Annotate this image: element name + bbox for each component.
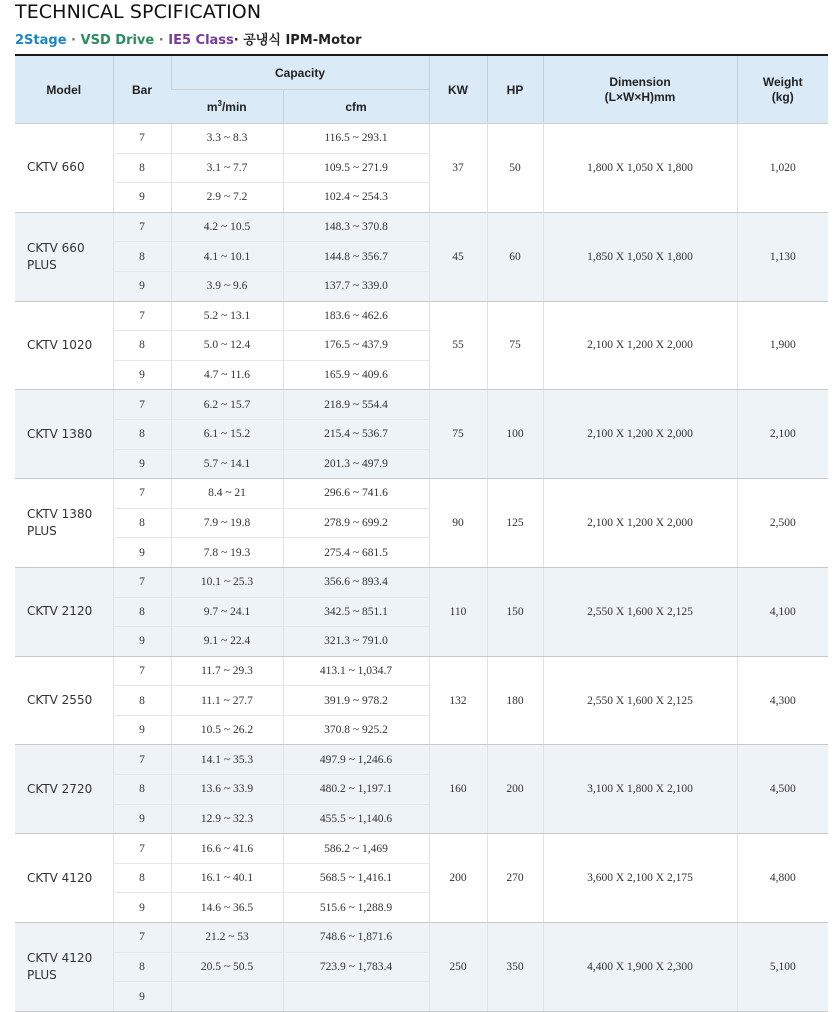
subtitle-motor: · 공냉식 IPM-Motor: [233, 33, 362, 48]
cell-cfm: 183.6 ~ 462.6: [283, 301, 429, 331]
cell-model: CKTV 2120: [15, 567, 113, 656]
cell-m3: 7.9 ~ 19.8: [171, 508, 283, 538]
cell-cfm: 278.9 ~ 699.2: [283, 508, 429, 538]
header-dimension-label: Dimension: [609, 74, 671, 89]
cell-bar: 7: [113, 124, 171, 154]
cell-m3: 3.9 ~ 9.6: [171, 271, 283, 301]
cell-kw: 55: [429, 301, 487, 390]
cell-hp: 200: [487, 745, 543, 834]
cell-m3: 5.0 ~ 12.4: [171, 331, 283, 361]
cell-bar: 8: [113, 686, 171, 716]
cell-bar: 9: [113, 893, 171, 923]
subtitle-separator: ·: [154, 33, 169, 48]
cell-model: CKTV 4120: [15, 834, 113, 923]
table-row: [15, 745, 828, 775]
table-row: [15, 656, 828, 686]
cell-bar: 7: [113, 479, 171, 509]
cell-bar: 8: [113, 597, 171, 627]
model-group: [15, 656, 828, 745]
cell-hp: 150: [487, 567, 543, 656]
cell-model: CKTV 660 PLUS: [15, 212, 113, 301]
cell-cfm: 321.3 ~ 791.0: [283, 627, 429, 657]
cell-bar: 9: [113, 715, 171, 745]
model-group: [15, 479, 828, 568]
cell-m3: [171, 982, 283, 1012]
cell-cfm: 116.5 ~ 293.1: [283, 124, 429, 154]
header-hp: HP: [487, 55, 543, 124]
header-m3-unit: m: [206, 99, 218, 114]
cell-dimension: 2,550 X 1,600 X 2,125: [543, 567, 737, 656]
cell-hp: 60: [487, 212, 543, 301]
page-subtitle: [15, 29, 362, 48]
cell-model: CKTV 4120 PLUS: [15, 923, 113, 1012]
header-cfm: cfm: [283, 90, 429, 124]
cell-cfm: 413.1 ~ 1,034.7: [283, 656, 429, 686]
cell-bar: 7: [113, 390, 171, 420]
page-title: TECHNICAL SPCIFICATION: [15, 1, 262, 23]
cell-cfm: 356.6 ~ 893.4: [283, 567, 429, 597]
cell-kw: 45: [429, 212, 487, 301]
cell-bar: 7: [113, 923, 171, 953]
cell-m3: 6.1 ~ 15.2: [171, 419, 283, 449]
cell-m3: 9.7 ~ 24.1: [171, 597, 283, 627]
cell-bar: 7: [113, 301, 171, 331]
cell-model: CKTV 1380: [15, 390, 113, 479]
cell-m3: 16.1 ~ 40.1: [171, 863, 283, 893]
cell-m3: 16.6 ~ 41.6: [171, 834, 283, 864]
cell-bar: 8: [113, 242, 171, 272]
cell-m3: 9.1 ~ 22.4: [171, 627, 283, 657]
cell-cfm: [283, 982, 429, 1012]
cell-m3: 6.2 ~ 15.7: [171, 390, 283, 420]
cell-m3: 4.2 ~ 10.5: [171, 212, 283, 242]
cell-dimension: 2,100 X 1,200 X 2,000: [543, 479, 737, 568]
cell-hp: 125: [487, 479, 543, 568]
cell-bar: 7: [113, 212, 171, 242]
cell-bar: 8: [113, 775, 171, 805]
header-kw: KW: [429, 55, 487, 124]
cell-m3: 4.1 ~ 10.1: [171, 242, 283, 272]
subtitle-2stage: 2Stage: [15, 33, 67, 48]
cell-hp: 50: [487, 124, 543, 213]
cell-cfm: 102.4 ~ 254.3: [283, 183, 429, 213]
model-group: [15, 745, 828, 834]
cell-m3: 14.1 ~ 35.3: [171, 745, 283, 775]
cell-weight: 4,100: [737, 567, 828, 656]
cell-bar: 9: [113, 538, 171, 568]
cell-model: CKTV 2550: [15, 656, 113, 745]
cell-cfm: 137.7 ~ 339.0: [283, 271, 429, 301]
table-row: [15, 390, 828, 420]
cell-bar: 8: [113, 863, 171, 893]
cell-bar: 8: [113, 419, 171, 449]
header-dimension-unit: (L×W×H)mm: [604, 89, 676, 104]
cell-weight: 2,100: [737, 390, 828, 479]
cell-bar: 7: [113, 834, 171, 864]
cell-cfm: 391.9 ~ 978.2: [283, 686, 429, 716]
cell-hp: 350: [487, 923, 543, 1012]
cell-m3: 7.8 ~ 19.3: [171, 538, 283, 568]
cell-model: CKTV 1020: [15, 301, 113, 390]
header-m3-suffix: /min: [221, 99, 247, 114]
cell-hp: 100: [487, 390, 543, 479]
table-row: [15, 923, 828, 953]
cell-weight: 1,900: [737, 301, 828, 390]
cell-bar: 9: [113, 982, 171, 1012]
cell-kw: 160: [429, 745, 487, 834]
cell-bar: 7: [113, 567, 171, 597]
cell-cfm: 176.5 ~ 437.9: [283, 331, 429, 361]
cell-weight: 5,100: [737, 923, 828, 1012]
cell-weight: 4,500: [737, 745, 828, 834]
cell-cfm: 296.6 ~ 741.6: [283, 479, 429, 509]
spec-table: [15, 54, 828, 1012]
table-row: [15, 212, 828, 242]
cell-m3: 8.4 ~ 21: [171, 479, 283, 509]
subtitle-ie5-class: IE5 Class: [168, 33, 234, 48]
cell-dimension: 2,550 X 1,600 X 2,125: [543, 656, 737, 745]
cell-cfm: 748.6 ~ 1,871.6: [283, 923, 429, 953]
table-row: [15, 834, 828, 864]
cell-weight: 1,020: [737, 124, 828, 213]
table-row: [15, 301, 828, 331]
cell-cfm: 586.2 ~ 1,469: [283, 834, 429, 864]
cell-cfm: 218.9 ~ 554.4: [283, 390, 429, 420]
cell-model: CKTV 2720: [15, 745, 113, 834]
cell-bar: 7: [113, 745, 171, 775]
cell-kw: 132: [429, 656, 487, 745]
model-group: [15, 124, 828, 213]
cell-bar: 8: [113, 952, 171, 982]
cell-m3: 14.6 ~ 36.5: [171, 893, 283, 923]
cell-cfm: 723.9 ~ 1,783.4: [283, 952, 429, 982]
cell-m3: 11.7 ~ 29.3: [171, 656, 283, 686]
cell-m3: 10.5 ~ 26.2: [171, 715, 283, 745]
header-m3-per-min: [171, 90, 283, 124]
table-row: [15, 124, 828, 154]
subtitle-separator: ·: [66, 33, 81, 48]
cell-m3: 3.1 ~ 7.7: [171, 153, 283, 183]
cell-cfm: 148.3 ~ 370.8: [283, 212, 429, 242]
cell-m3: 21.2 ~ 53: [171, 923, 283, 953]
header-capacity: Capacity: [171, 55, 429, 90]
cell-cfm: 144.8 ~ 356.7: [283, 242, 429, 272]
header-weight-label: Weight: [762, 74, 803, 89]
cell-kw: 37: [429, 124, 487, 213]
cell-m3: 10.1 ~ 25.3: [171, 567, 283, 597]
cell-bar: 7: [113, 656, 171, 686]
cell-cfm: 275.4 ~ 681.5: [283, 538, 429, 568]
header-weight: [737, 55, 828, 124]
cell-m3: 2.9 ~ 7.2: [171, 183, 283, 213]
cell-dimension: 2,100 X 1,200 X 2,000: [543, 390, 737, 479]
cell-kw: 200: [429, 834, 487, 923]
model-group: [15, 301, 828, 390]
cell-bar: 8: [113, 508, 171, 538]
table-row: [15, 567, 828, 597]
cell-bar: 9: [113, 627, 171, 657]
model-group: [15, 390, 828, 479]
header-m3-sup: 3: [217, 98, 222, 108]
cell-hp: 75: [487, 301, 543, 390]
cell-cfm: 497.9 ~ 1,246.6: [283, 745, 429, 775]
header-model: Model: [15, 55, 113, 124]
header-weight-unit: (kg): [771, 89, 794, 104]
cell-cfm: 201.3 ~ 497.9: [283, 449, 429, 479]
cell-m3: 11.1 ~ 27.7: [171, 686, 283, 716]
cell-weight: 4,800: [737, 834, 828, 923]
cell-m3: 4.7 ~ 11.6: [171, 360, 283, 390]
cell-kw: 110: [429, 567, 487, 656]
cell-weight: 1,130: [737, 212, 828, 301]
header-bar: Bar: [113, 55, 171, 124]
cell-cfm: 109.5 ~ 271.9: [283, 153, 429, 183]
model-group: [15, 212, 828, 301]
cell-bar: 9: [113, 804, 171, 834]
cell-m3: 3.3 ~ 8.3: [171, 124, 283, 154]
cell-model: CKTV 660: [15, 124, 113, 213]
cell-kw: 75: [429, 390, 487, 479]
cell-cfm: 165.9 ~ 409.6: [283, 360, 429, 390]
cell-weight: 2,500: [737, 479, 828, 568]
cell-bar: 8: [113, 331, 171, 361]
cell-m3: 20.5 ~ 50.5: [171, 952, 283, 982]
header-dimension: [543, 55, 737, 124]
model-group: [15, 567, 828, 656]
cell-bar: 9: [113, 360, 171, 390]
cell-bar: 9: [113, 271, 171, 301]
cell-cfm: 215.4 ~ 536.7: [283, 419, 429, 449]
cell-cfm: 515.6 ~ 1,288.9: [283, 893, 429, 923]
cell-bar: 9: [113, 449, 171, 479]
cell-hp: 180: [487, 656, 543, 745]
cell-hp: 270: [487, 834, 543, 923]
cell-m3: 5.7 ~ 14.1: [171, 449, 283, 479]
cell-weight: 4,300: [737, 656, 828, 745]
cell-cfm: 568.5 ~ 1,416.1: [283, 863, 429, 893]
cell-m3: 13.6 ~ 33.9: [171, 775, 283, 805]
cell-kw: 250: [429, 923, 487, 1012]
table-header: [15, 55, 828, 124]
cell-dimension: 2,100 X 1,200 X 2,000: [543, 301, 737, 390]
cell-cfm: 342.5 ~ 851.1: [283, 597, 429, 627]
cell-kw: 90: [429, 479, 487, 568]
cell-dimension: 3,600 X 2,100 X 2,175: [543, 834, 737, 923]
model-group: [15, 923, 828, 1012]
cell-cfm: 480.2 ~ 1,197.1: [283, 775, 429, 805]
cell-cfm: 370.8 ~ 925.2: [283, 715, 429, 745]
cell-m3: 12.9 ~ 32.3: [171, 804, 283, 834]
model-group: [15, 834, 828, 923]
table-row: [15, 479, 828, 509]
cell-dimension: 1,800 X 1,050 X 1,800: [543, 124, 737, 213]
cell-m3: 5.2 ~ 13.1: [171, 301, 283, 331]
cell-dimension: 4,400 X 1,900 X 2,300: [543, 923, 737, 1012]
cell-model: CKTV 1380 PLUS: [15, 479, 113, 568]
cell-dimension: 1,850 X 1,050 X 1,800: [543, 212, 737, 301]
cell-bar: 9: [113, 183, 171, 213]
cell-bar: 8: [113, 153, 171, 183]
cell-cfm: 455.5 ~ 1,140.6: [283, 804, 429, 834]
cell-dimension: 3,100 X 1,800 X 2,100: [543, 745, 737, 834]
subtitle-vsd-drive: VSD Drive: [80, 33, 155, 48]
